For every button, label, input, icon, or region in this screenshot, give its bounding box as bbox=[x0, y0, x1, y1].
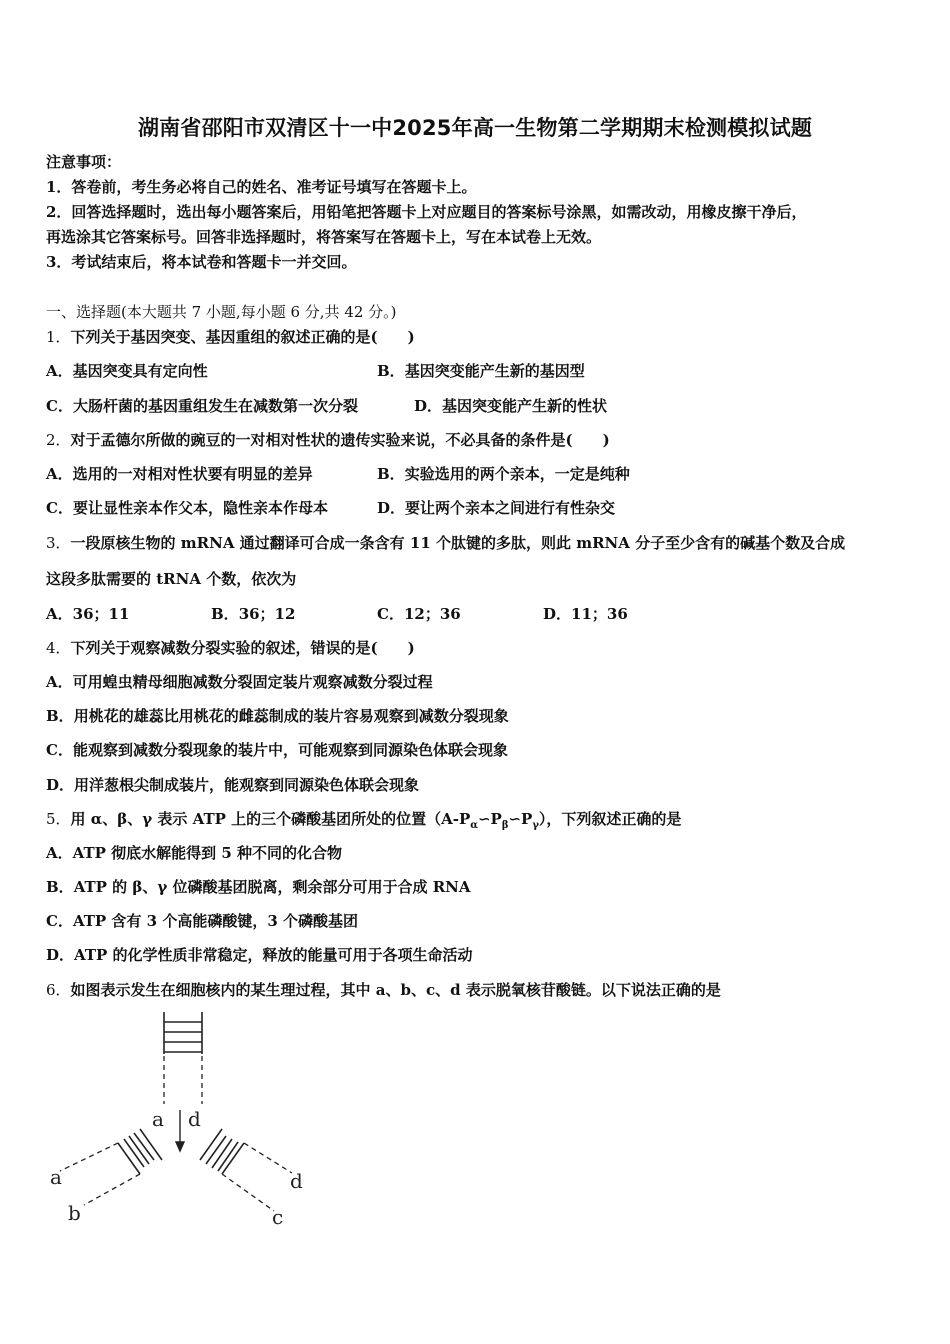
option-label: D． bbox=[377, 499, 406, 517]
option[interactable] bbox=[46, 396, 358, 416]
question-number: 4． bbox=[46, 639, 71, 657]
question-stem: 下列关于基因突变、基因重组的叙述正确的是( ) bbox=[70, 328, 415, 346]
question-2 bbox=[46, 430, 610, 450]
option[interactable] bbox=[46, 775, 419, 795]
question-number: 3． bbox=[46, 534, 71, 552]
option-label: B． bbox=[211, 605, 239, 623]
option-label: A． bbox=[46, 605, 73, 623]
option-label: C． bbox=[46, 741, 73, 759]
question-stem: ∽P bbox=[477, 810, 502, 828]
option-text: 可用蝗虫精母细胞减数分裂固定装片观察减数分裂过程 bbox=[72, 673, 433, 691]
label-b-left: b bbox=[68, 1201, 81, 1225]
option-label: A． bbox=[46, 673, 73, 691]
option[interactable] bbox=[377, 464, 630, 484]
option-label: C． bbox=[46, 912, 73, 930]
option[interactable] bbox=[46, 361, 208, 381]
option-label: D． bbox=[46, 776, 75, 794]
base-pair bbox=[206, 1136, 226, 1164]
option[interactable] bbox=[414, 396, 607, 416]
option-label: D． bbox=[46, 946, 75, 964]
option-text: ATP 的化学性质非常稳定，释放的能量可用于各项生命活动 bbox=[74, 946, 473, 964]
question-stem-continued: 这段多肽需要的 tRNA 个数，依次为 bbox=[46, 570, 297, 588]
label-c-right: c bbox=[272, 1205, 284, 1229]
option-label: B． bbox=[46, 707, 74, 725]
option[interactable] bbox=[46, 498, 328, 518]
option-label: B． bbox=[46, 878, 74, 896]
option[interactable] bbox=[46, 843, 342, 863]
page-title: 湖南省邵阳市双清区十一中2025年高一生物第二学期期末检测模拟试题 bbox=[137, 116, 813, 140]
option-text: 要让显性亲本作父本，隐性亲本作母本 bbox=[72, 499, 328, 517]
option-text: ATP 的 β、γ 位磷酸基团脱离，剩余部分可用于合成 RNA bbox=[73, 878, 471, 896]
option-text: 用桃花的雄蕊比用桃花的雌蕊制成的装片容易观察到减数分裂现象 bbox=[73, 707, 509, 725]
option-text: 11；36 bbox=[571, 605, 628, 623]
strand-d-right-solid bbox=[200, 1129, 222, 1160]
question-stem: 对于孟德尔所做的豌豆的一对相对性状的遗传实验来说，不必具备的条件是( ) bbox=[70, 431, 610, 449]
notice-heading: 注意事项： bbox=[46, 153, 122, 171]
notice-item: 2．回答选择题时，选出每小题答案后，用铅笔把答题卡上对应题目的答案标号涂黑，如需改动，用橡皮擦干净后， bbox=[46, 203, 807, 221]
question-number: 5． bbox=[46, 810, 71, 828]
question-1 bbox=[46, 327, 415, 347]
section-heading: 一、选择题(本大题共 7 小题,每小题 6 分,共 42 分。) bbox=[46, 303, 397, 321]
question-6 bbox=[46, 980, 721, 1000]
option-text: 36；11 bbox=[72, 605, 130, 623]
question-5 bbox=[46, 809, 681, 836]
option-label: A． bbox=[46, 844, 73, 862]
option[interactable] bbox=[211, 604, 295, 624]
option-text: 12；36 bbox=[403, 605, 461, 623]
option-text: 用洋葱根尖制成装片，能观察到同源染色体联会现象 bbox=[74, 776, 420, 794]
strand-c-right-dashed bbox=[222, 1174, 274, 1211]
question-3 bbox=[46, 533, 845, 553]
option-text: 实验选用的两个亲本，一定是纯种 bbox=[404, 465, 630, 483]
subscript: β bbox=[501, 820, 509, 831]
option-label: B． bbox=[377, 362, 405, 380]
option[interactable] bbox=[46, 740, 508, 760]
strand-b-left-dashed bbox=[84, 1174, 140, 1205]
question-stem: 下列关于观察减数分裂实验的叙述，错误的是( ) bbox=[70, 639, 415, 657]
option[interactable] bbox=[46, 945, 473, 965]
option-label: C． bbox=[377, 605, 404, 623]
option-label: C． bbox=[46, 397, 73, 415]
notice-item: 再选涂其它答案标号。回答非选择题时，将答案写在答题卡上，写在本试卷上无效。 bbox=[46, 228, 602, 246]
option[interactable] bbox=[46, 911, 358, 931]
option-label: A． bbox=[46, 362, 73, 380]
option-text: ATP 含有 3 个高能磷酸键，3 个磷酸基团 bbox=[72, 912, 358, 930]
option-text: 基因突变能产生新的性状 bbox=[442, 397, 608, 415]
option[interactable] bbox=[377, 361, 585, 381]
option[interactable] bbox=[46, 706, 509, 726]
option[interactable] bbox=[46, 464, 313, 484]
option-text: 能观察到减数分裂现象的装片中，可能观察到同源染色体联会现象 bbox=[72, 741, 508, 759]
question-number: 1． bbox=[46, 328, 71, 346]
subscript: γ bbox=[532, 820, 539, 831]
dna-replication-diagram bbox=[40, 1008, 310, 1233]
option-label: A． bbox=[46, 465, 73, 483]
label-d-right: d bbox=[290, 1169, 303, 1193]
option[interactable] bbox=[46, 672, 433, 692]
option-text: 选用的一对相对性状要有明显的差异 bbox=[72, 465, 313, 483]
option-text: 要让两个亲本之间进行有性杂交 bbox=[405, 499, 616, 517]
question-stem: 如图表示发生在细胞核内的某生理过程，其中 a、b、c、d 表示脱氧核苷酸链。以下说法正确的是 bbox=[70, 981, 721, 999]
option-text: 基因突变能产生新的基因型 bbox=[404, 362, 585, 380]
question-stem: 一段原核生物的 mRNA 通过翻译可合成一条含有 11 个肽键的多肽，则此 mRNA 分子至少含有的碱基个数及合成 bbox=[70, 534, 846, 552]
question-4 bbox=[46, 638, 415, 658]
subscript: α bbox=[470, 820, 478, 831]
option-text: 36；12 bbox=[238, 605, 296, 623]
option-label: D． bbox=[543, 605, 572, 623]
question-stem: ），下列叙述正确的是 bbox=[538, 810, 682, 828]
option-label: D． bbox=[414, 397, 443, 415]
option[interactable] bbox=[543, 604, 628, 624]
strand-a-left-dashed bbox=[60, 1143, 118, 1171]
option[interactable] bbox=[377, 498, 615, 518]
question-stem: ∽P bbox=[508, 810, 533, 828]
question-number: 6． bbox=[46, 981, 71, 999]
option[interactable] bbox=[377, 604, 461, 624]
label-d-top: d bbox=[188, 1107, 201, 1131]
option-text: 大肠杆菌的基因重组发生在减数第一次分裂 bbox=[72, 397, 358, 415]
option-label: B． bbox=[377, 465, 405, 483]
option-text: ATP 彻底水解能得到 5 种不同的化合物 bbox=[72, 844, 343, 862]
option-text: 基因突变具有定向性 bbox=[72, 362, 208, 380]
option[interactable] bbox=[46, 604, 129, 624]
question-number: 2． bbox=[46, 431, 71, 449]
label-a-left: a bbox=[50, 1165, 62, 1189]
notice-item: 1．答卷前，考生务必将自己的姓名、准考证号填写在答题卡上。 bbox=[46, 178, 477, 196]
option-label: C． bbox=[46, 499, 73, 517]
option[interactable] bbox=[46, 877, 471, 897]
notice-item: 3．考试结束后，将本试卷和答题卡一并交回。 bbox=[46, 253, 357, 271]
strand-d-right-dashed bbox=[244, 1143, 292, 1173]
question-stem: 用 α、β、γ 表示 ATP 上的三个磷酸基团所处的位置（A-P bbox=[70, 810, 471, 828]
arrow-head bbox=[176, 1142, 184, 1151]
label-a-top: a bbox=[152, 1107, 164, 1131]
